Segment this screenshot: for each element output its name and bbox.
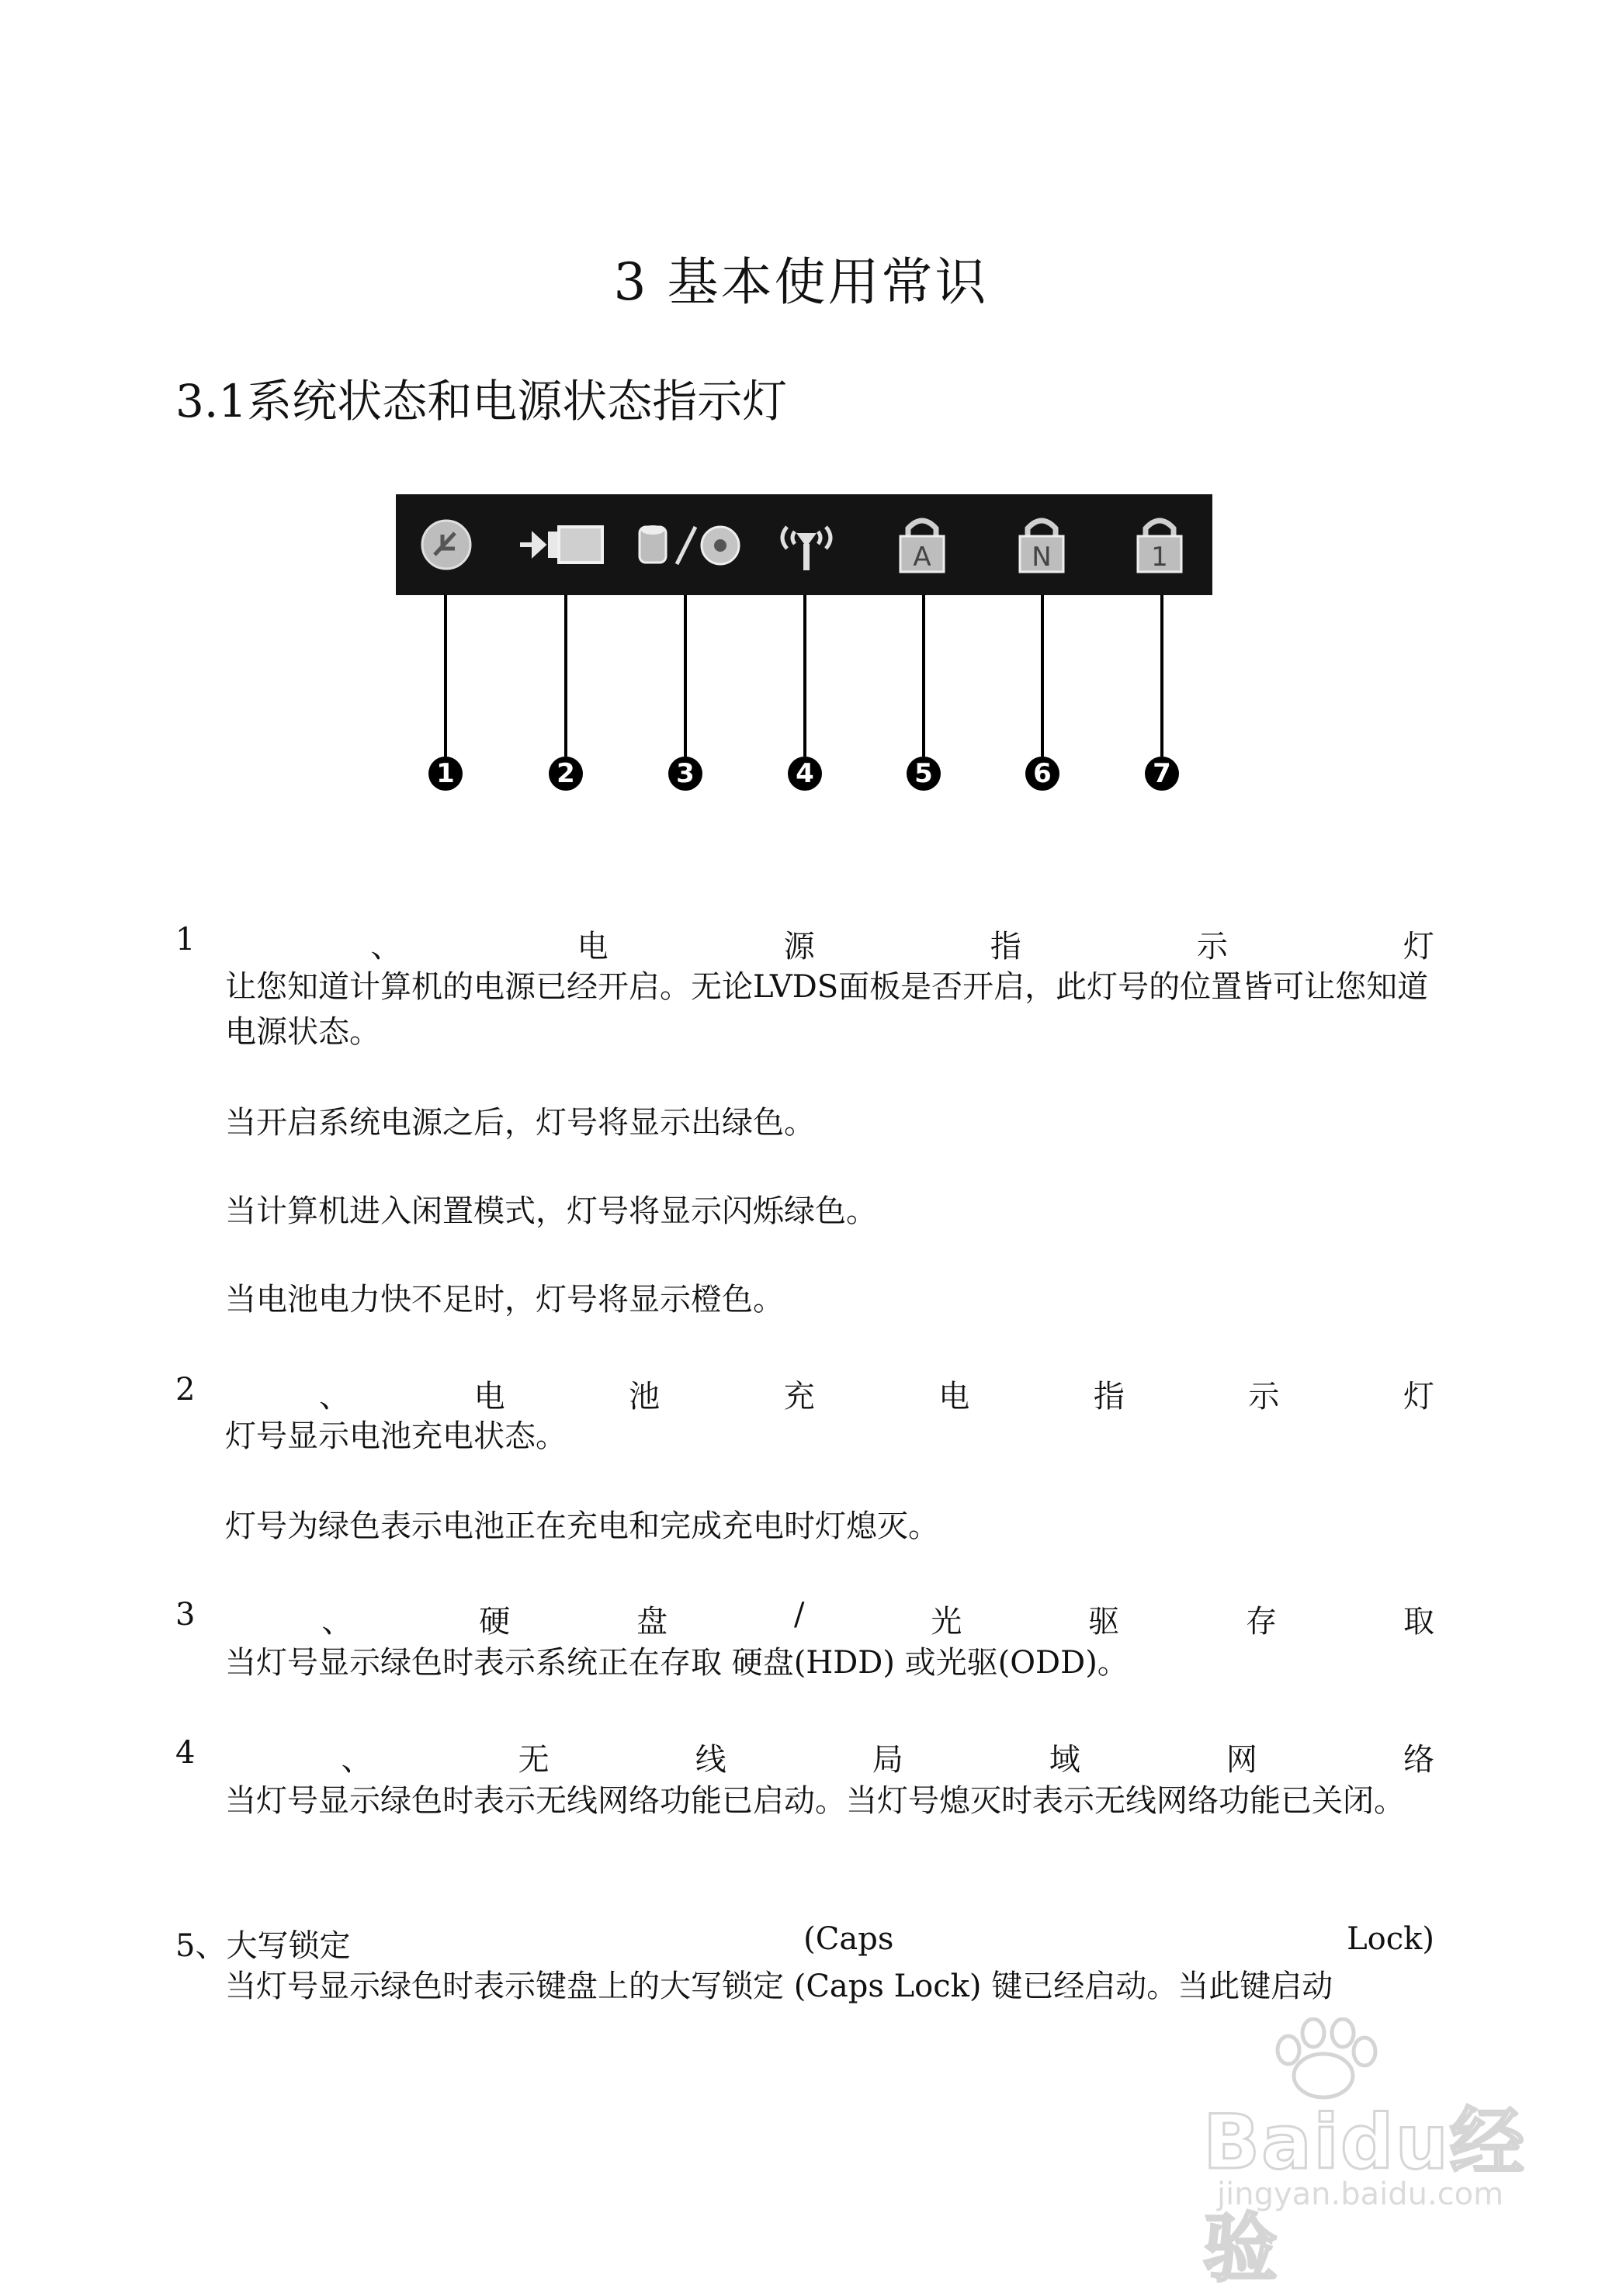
item-heading-wireless (175, 1735, 1434, 1779)
heading-char: 1 (175, 922, 196, 958)
paragraph: 当开启系统电源之后，灯号将显示出绿色。 (225, 1105, 815, 1141)
chapter-title: 3 基本使用常识 (613, 252, 989, 312)
heading-char: 池 (629, 1379, 661, 1415)
heading-char: Lock) (1347, 1921, 1434, 1957)
heading-char: 无 (518, 1742, 550, 1778)
callout-number: 7 (1145, 757, 1179, 791)
watermark (1141, 2017, 1545, 2292)
heading-char: 、 (370, 929, 402, 964)
heading-char: 取 (1403, 1604, 1434, 1640)
paragraph: 当计算机进入闲置模式，灯号将显示闪烁绿色。 (225, 1193, 877, 1229)
callout-line (1160, 595, 1163, 757)
num-lock-icon (1017, 513, 1066, 575)
item-heading-power (175, 922, 1434, 966)
section-title: 3.1系统状态和电源状态指示灯 (175, 375, 788, 428)
heading-char: 盘 (636, 1604, 668, 1640)
callout-number: 5 (907, 757, 941, 791)
battery-charge-icon (518, 524, 605, 566)
caps-lock-letter: A (913, 542, 931, 573)
callout-number: 1 (428, 757, 463, 791)
scroll-lock-letter: 1 (1151, 542, 1168, 573)
power-icon (419, 518, 473, 572)
heading-char: 线 (695, 1742, 726, 1778)
callout-line (1041, 595, 1044, 757)
paragraph: 当灯号显示绿色时表示系统正在存取 硬盘(HDD) 或光驱(ODD)。 (225, 1645, 1129, 1681)
callout-line (684, 595, 687, 757)
caps-lock-icon (897, 513, 947, 575)
heading-char: 光 (931, 1604, 962, 1640)
item-heading-hdd (175, 1597, 1434, 1641)
heading-char: 灯 (1403, 1379, 1434, 1415)
item-heading-caps-lock (175, 1921, 1434, 1965)
callout-number: 4 (788, 757, 822, 791)
heading-char: 硬 (479, 1604, 511, 1640)
indicator-panel (396, 494, 1212, 595)
heading-char: 电 (577, 929, 609, 964)
heading-char: 2 (175, 1372, 196, 1408)
paragraph: 当灯号显示绿色时表示无线网络功能已启动。当灯号熄灭时表示无线网络功能已关闭。 (225, 1783, 1405, 1819)
heading-char: (Caps (803, 1921, 894, 1957)
heading-char: 充 (783, 1379, 815, 1415)
heading-char: 电 (473, 1379, 505, 1415)
heading-char: 域 (1049, 1742, 1080, 1778)
callout-line (922, 595, 925, 757)
heading-char: 5、大写锁定 (175, 1928, 351, 1964)
item-heading-battery (175, 1372, 1434, 1416)
heading-char: 示 (1248, 1379, 1280, 1415)
callout-number: 6 (1025, 757, 1059, 791)
heading-char: 灯 (1403, 929, 1434, 964)
paragraph: 让您知道计算机的电源已经开启。无论LVDS面板是否开启，此灯号的位置皆可让您知道电源状态。 (225, 969, 1429, 1050)
paragraph: 灯号为绿色表示电池正在充电和完成充电时灯熄灭。 (225, 1508, 939, 1544)
callout-line (803, 595, 806, 757)
callout-number: 3 (668, 757, 702, 791)
heading-char: 网 (1226, 1742, 1257, 1778)
callout-number: 2 (549, 757, 583, 791)
heading-char: 指 (990, 929, 1021, 964)
heading-char: 3 (175, 1597, 196, 1633)
paragraph: 当电池电力快不足时，灯号将显示橙色。 (225, 1282, 784, 1318)
wireless-icon (773, 516, 840, 572)
heading-char: 络 (1403, 1742, 1434, 1778)
num-lock-letter: N (1032, 542, 1052, 573)
watermark-brand: Baidu经验 (1203, 2099, 1526, 2292)
heading-char: 指 (1093, 1379, 1125, 1415)
heading-char: 、 (321, 1604, 353, 1640)
heading-char: 局 (872, 1742, 903, 1778)
scroll-lock-icon (1135, 513, 1184, 575)
callout-line (564, 595, 567, 757)
callout-line (444, 595, 447, 757)
heading-char: 源 (783, 929, 815, 964)
paragraph: 当灯号显示绿色时表示键盘上的大写锁定 (Caps Lock) 键已经启动。当此键启动 (225, 1969, 1333, 2004)
heading-char: 存 (1246, 1604, 1278, 1640)
heading-char: 、 (319, 1379, 351, 1415)
watermark-url: jingyan.baidu.com (1217, 2177, 1504, 2212)
heading-char: 4 (175, 1735, 196, 1771)
heading-char: 驱 (1088, 1604, 1120, 1640)
heading-char: 电 (938, 1379, 970, 1415)
paragraph: 灯号显示电池充电状态。 (225, 1418, 567, 1454)
hdd-odd-icon (636, 519, 745, 570)
heading-char: 、 (341, 1742, 373, 1778)
heading-char: 示 (1196, 929, 1228, 964)
heading-char: / (793, 1597, 805, 1633)
